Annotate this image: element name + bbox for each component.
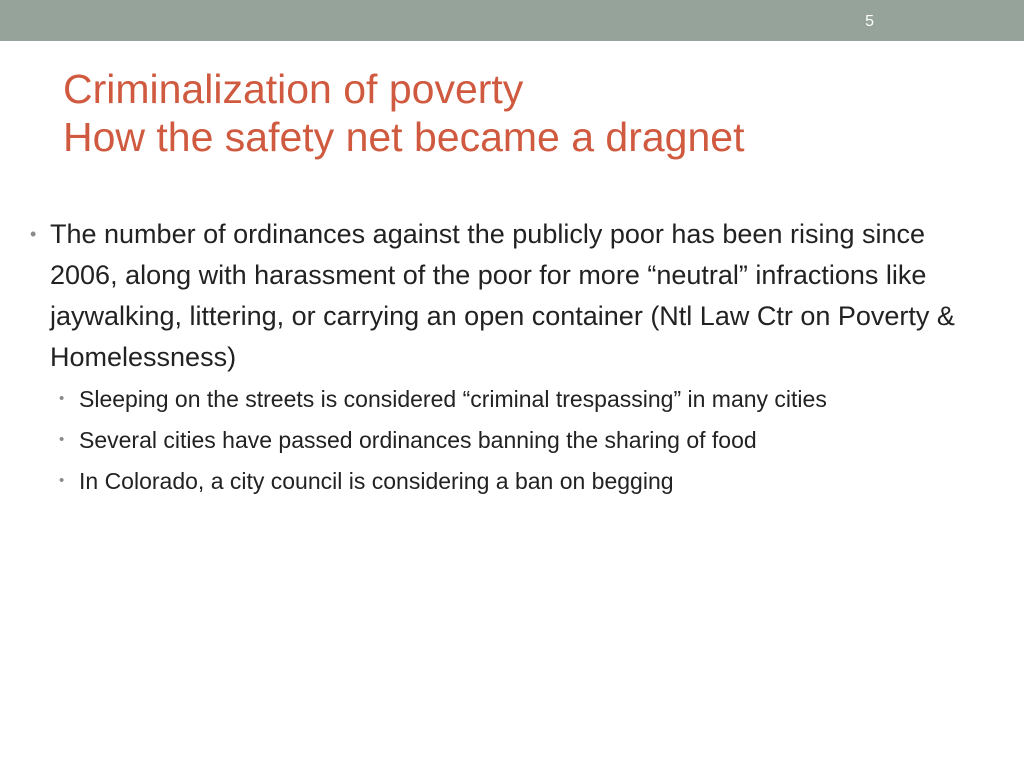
slide-title [63, 65, 963, 161]
bullet-sub-begging: • In Colorado, a city council is considering a ban on begging [30, 464, 990, 498]
bullet-sub-food-sharing: • Several cities have passed ordinances banning the sharing of food [30, 423, 990, 457]
slide-number: 5 [865, 13, 874, 30]
top-bar [0, 0, 1024, 41]
bullet-main: • The number of ordinances against the publicly poor has been rising since 2006, along with harassment of the poor for more “neutral” infractions like jaywalking, littering, or carrying an open container (Ntl Law Ctr on Poverty & Homelessness) [30, 214, 990, 378]
bullet-sub-sleeping: • Sleeping on the streets is considered “criminal trespassing” in many cities [30, 382, 990, 416]
slide-content [30, 214, 990, 498]
slide-title-line-2: How the safety net became a dragnet [63, 114, 745, 160]
slide-title-line-1: Criminalization of poverty [63, 66, 524, 112]
